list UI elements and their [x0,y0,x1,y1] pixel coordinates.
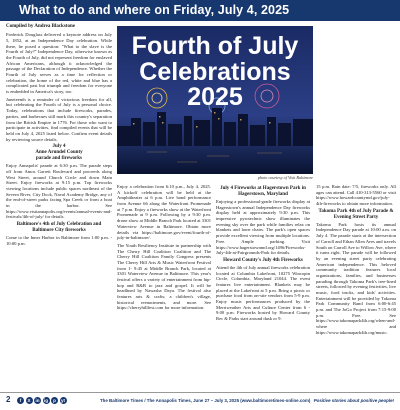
paragraph: Attend the 4th of July annual fireworks celebration located at Columbia Lakefront, 10275 Wincopin Circle, Columbia, Maryland 21044. The event features live entertainment. Blankets may be placed at the Lakefront at 5 p.m. Bring a picnic or purchase food from on-site vendors from 5-9 p.m. Enjoy music performances produced by the Merriweather Arts and Culture Center from 6 - 9:00 p.m. Fireworks hosted by Howard County Rec & Parks start around dusk or 9: [216,264,310,322]
social-icons [17,397,67,404]
youtube-icon[interactable]: yt [60,398,65,403]
event-heading: July 4 Fireworks at Hagerstown Park in Hagerstown, Maryland [220,186,306,197]
event-heading: Howard County's July 4th Fireworks [223,257,303,263]
column-4 [316,184,396,338]
page-number: 2 [6,395,11,404]
page-title: What to do and where on Friday, July 4, 2025 [19,3,290,17]
paragraph: Enjoy a celebration from 6:10 p.m., July 4, 2025. A kickoff celebration will be held at the Amphitheater at 6 p.m. Live band performance from Avenue 66 along the Waterfront Promenade at 7 p.m. Enjoy a fireworks show at the Waterfront Promenade at 9 p.m. Following by a 9:30 p.m. drone show at Middle Branch Park located at 3301 Waterview Avenue in Baltimore. Obtain more details via https://baltimore.gov/event/fourth-of-july-in-baltimore/. [117,184,211,241]
harbor-water [117,146,313,174]
event-heading: Baltimore's 4th of July Celebration and Baltimore City fireworks [16,222,102,234]
column-1 [6,24,112,249]
byline: Compiled by Andrea Blackstone [6,24,75,29]
paragraph: The Youth Resiliency Institute in partnership with The Cherry Hill Coalition Coalition and The Cherry Hill Coalition Family Congress presents The Cherry Hill Arts & Music Waterfront Festival from 1- 9:45 at Middle Branch Park, located at 3301 Waterview Avenue in Baltimore. This year's festival offers a variety of entertainment from hip-hop and R&B to jazz and gospel. It will be headlined by Nawasha Daya. The festival also features arts & crafts; a children's village, historical reenactments, and more. See https://cherryhillfest.com for more information. [117,242,211,311]
hero-title-line-1: Fourth of July [131,32,299,60]
paragraph: Enjoying a professional-grade fireworks display at Hagerstown's annual Independence Day fireworks display held at approximately 9:30 p.m. This impressive pyrotechnic show illuminates the evening sky over the park while families relax on blankets and lawn chairs. The park's open spaces provide excellent viewing from multiple locations. Free. Ample parking. Visit https://www.hagerstownmd.org/1496/Fireworks-July-4th-at-Fairgrounds-Park for details. [216,199,310,256]
pinterest-icon[interactable]: p [51,397,58,404]
facebook-icon[interactable]: f [17,397,24,404]
photo-caption: photo courtesy of Visit Baltimore [257,175,313,180]
column-2 [117,184,211,313]
event-heading: Takoma Park 4th of July Parade & Evening Street Party [318,208,394,220]
column-3 [216,184,310,324]
linkedin-icon[interactable]: in [35,398,40,403]
paragraph: Juneteenth is a reminder of victorious freedom for all, but celebrating the Fourth of July is a personal choice. Today, celebrations that include fireworks, parades, parties, and barbecues still mark this country's separation from the British Empire in 1776. For those who want to participate in activities, find compiled events that will be held on July 4, 2025 listed below. Confirm event details by reviewing source details. [6,96,112,142]
event-heading: July 4 Anne Arundel County parade and fireworks [35,144,83,162]
hero-title-line-2: Celebrations 2025 [139,58,291,111]
hero-photo [117,26,313,174]
paragraph: Enjoy Annapolis' parade at 6:30 p.m. The parade steps off from Amos Garrett Boulevard and proceeds along West Street, around Church Circle and down Main Street. Enjoy fireworks at 9:15 p.m. Top fireworks viewing locations include public spaces northeast of the Severn River, City Dock, Naval Academy Bridge, any of the end-of-street parks facing Spa Creek or from a boat in the harbor. See https://www.visitannapolis.org/events/annual-events-and-festivals/4th-of-july/ for details. [6,163,112,220]
paragraph: Come to the Inner Harbor in Baltimore from 1:00 p.m. - 10:00 p.m. [6,235,112,246]
paragraph: 15 p.m. Rain date: 7/5, fireworks only. All ages can attend. Call 410-313-5560 or visit https://www.howardcountymd.gov/july-4th-fireworks to obtain more information. [316,184,396,207]
instagram-icon[interactable]: ig [44,398,48,403]
paragraph: Takoma Park hosts its annual Independence Day parade at 10:00 a.m. on July 4. The parade starts at the intersection of Carroll and Ethan Allen Aves and travels South on Carroll Ave to Willow Ave, where it turns right. The parade will be followed by an evening street party celebrating American independence. This beloved community tradition features local organizations, families, and businesses parading through Takoma Park's tree-lined streets, followed by evening festivities, live music, food trucks, and kids' activities. Entertainment will be provided by Takoma Park Community Band from 6:00-6:45 p.m. and The JoGo Project from 7:15-9:00 p.m. Free. See https://www.takomapark4th.org/when-and-where and https://www.takomapark4th.org/music. [316,221,396,335]
publication-info: The Baltimore Times / The Annapolis Times, June 27 – July 3, 2025 (www.baltimoretimes-online.com) [100,397,311,403]
section-header [0,0,400,21]
tagline: Positive stories about positive people! [313,397,394,403]
page-footer [0,392,400,410]
paragraph: Frederick Douglass delivered a keynote address on July 5, 1852, at an Independence Day celebration. While there, he posed a question: "What to the slave is the Fourth of July?" Independence Day, otherwise known as the Fourth of July, did not represent freedom for enslaved African Americans, although it acknowledged the passage of the Declaration of Independence. Whether the Fourth of July serves as a time for reflection or celebration, the home of the red, white and blue has a complicated past but triumph and freedom for everyone is embedded in America's story, too. [6,32,112,95]
x-icon[interactable]: X [27,398,31,403]
